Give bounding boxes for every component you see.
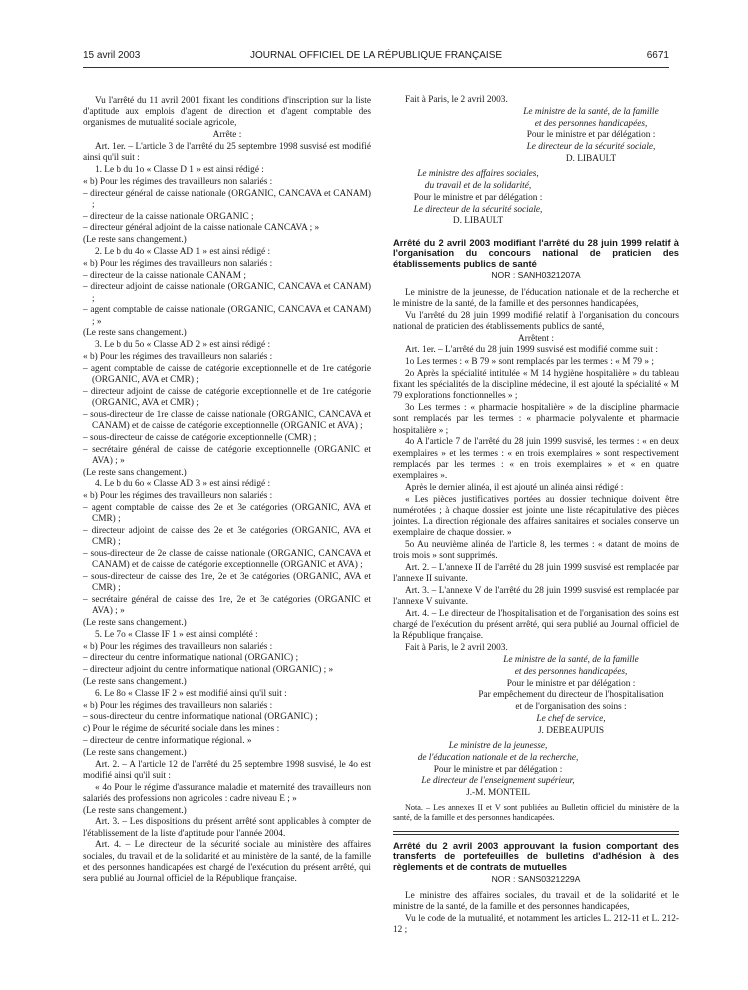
page-header <box>83 50 669 64</box>
paragraph: « b) Pour les régimes des travailleurs non salariés : <box>83 491 273 502</box>
signatory-name: J.-M. MONTEIL <box>466 788 530 799</box>
paragraph: Le ministre de la jeunesse, de l'éducation nationale et de la recherche et le ministre de la santé, de la famille et des personnes handicapées, <box>393 287 679 309</box>
signature-line: de l'éducation nationale et de la recherche, <box>417 752 579 763</box>
signature-line: Le ministre de la santé, de la famille <box>503 654 639 665</box>
signature-line: Le directeur de l'enseignement supérieur, <box>421 776 575 787</box>
right-column <box>393 95 679 937</box>
paragraph: 6. Le 8o « Classe IF 2 » est modifié ainsi qu'il suit : <box>95 688 287 699</box>
paragraph: 3. Le b du 5o « Classe AD 2 » est ainsi rédigé : <box>95 340 271 351</box>
paragraph: 2o Après la spécialité intitulée « M 14 hygiène hospitalière » du tableau fixant les spécialités de la discipline médecine, il est ajouté la spécialité « M 79 explorations fonctionnelles » ; <box>393 368 679 402</box>
signature-block <box>393 107 679 165</box>
list-item: – agent comptable de caisse de catégorie exceptionnelle et de 1re catégorie (ORGANIC, AVA et CMR) ; <box>83 363 371 385</box>
list-item: – sous-directeur de caisse de catégorie exceptionnelle (CMR) ; <box>83 432 317 443</box>
paragraph: c) Pour le régime de sécurité sociale dans les mines : <box>83 724 280 735</box>
paragraph: Arrêtent : <box>518 333 554 344</box>
article-paragraph: Art. 1er. – L'arrêté du 28 juin 1999 susvisé est modifié comme suit : <box>405 345 658 356</box>
page-number: 6671 <box>646 50 669 61</box>
paragraph: « 4o Pour le régime d'assurance maladie et maternité des travailleurs non salariés des professions non agricoles : cadre niveau E ; » <box>83 782 371 804</box>
paragraph: 5o Au neuvième alinéa de l'article 8, les termes : « datant de moins de trois mois » sont supprimés. <box>393 539 679 562</box>
signature-line: Le ministre des affaires sociales, <box>417 169 539 180</box>
left-column <box>83 96 371 886</box>
list-item: – secrétaire général de caisse des 1re, 2e et 3e catégories (ORGANIC et AVA) ; » <box>83 594 371 617</box>
paragraph: « b) Pour les régimes des travailleurs non salariés : <box>83 258 273 269</box>
list-item: – agent comptable de caisse des 2e et 3e catégories (ORGANIC, AVA et CMR) ; <box>83 502 371 525</box>
signatory-name: J. DEBEAUPUIS <box>537 725 605 736</box>
nor-reference: NOR : SANS0321229A <box>491 873 581 884</box>
article-paragraph: Art. 4. – Le directeur de l'hospitalisation et de l'organisation des soins est chargé de l'exécution du présent arrêté, qui sera publié au Journal officiel de la République française. <box>393 608 679 642</box>
signature-line: Par empêchement du directeur de l'hospitalisation <box>478 690 664 701</box>
paragraph: Vu l'arrêté du 11 avril 2001 fixant les conditions d'inscription sur la liste d'aptitude aux emplois d'agent de direction et d'agent comptable des organismes de mutualité sociale agricole, <box>83 96 371 129</box>
list-item: – directeur de la caisse nationale CANAM ; <box>83 270 246 281</box>
paragraph: Vu l'arrêté du 28 juin 1999 modifié relatif à l'organisation du concours national de praticien des établissements publics de santé, <box>393 310 679 332</box>
paragraph: (Le reste sans changement.) <box>83 676 187 687</box>
article-paragraph: Art. 1er. – L'article 3 de l'arrêté du 25 septembre 1998 susvisé est modifié ainsi qu'il suit : <box>83 142 371 164</box>
list-item: – directeur général adjoint de la caisse nationale CANCAVA ; » <box>83 223 320 234</box>
paragraph: 4o A l'article 7 de l'arrêté du 28 juin 1999 susvisé, les termes : « en deux exemplaires » et les termes : « en trois exemplaires » sont respectivement remplacés par les termes : « en trois exemplaires » et « en quatre exemplaires ». <box>393 437 679 481</box>
list-item: – directeur de la caisse nationale ORGANIC ; <box>83 211 254 222</box>
list-item: – directeur adjoint du centre informatique national (ORGANIC) ; » <box>83 665 334 676</box>
paragraph: 3o Les termes : « pharmacie hospitalière » de la discipline pharmacie sont remplacés par les termes : « pharmacie polyvalente et pharmacie hospitalière » ; <box>393 403 679 436</box>
paragraph: 4. Le b du 6o « Classe AD 3 » est ainsi rédigé : <box>95 479 271 490</box>
paragraph: (Le reste sans changement.) <box>83 805 187 816</box>
signature-line: Le directeur de la sécurité sociale, <box>526 142 656 153</box>
paragraph: 1. Le b du 1o « Classe D 1 » est ainsi rédigé : <box>95 165 264 175</box>
paragraph: « b) Pour les régimes des travailleurs non salariés : <box>83 641 273 652</box>
paragraph: (Le reste sans changement.) <box>83 747 187 758</box>
paragraph: « b) Pour les régimes des travailleurs non salariés : <box>83 176 273 187</box>
article-paragraph: Art. 3. – Les dispositions du présent arrêté sont applicables à compter de l'établissement de la liste d'aptitude pour l'année 2004. <box>83 817 371 839</box>
paragraph: (Le reste sans changement.) <box>83 467 187 478</box>
paragraph: Vu le code de la mutualité, et notamment les articles L. 212-11 et L. 212-12 ; <box>393 913 679 935</box>
article-paragraph: Art. 2. – L'annexe II de l'arrêté du 28 juin 1999 susvisé est remplacée par l'annexe II suivante. <box>393 562 679 585</box>
fait-a-paris: Fait à Paris, le 2 avril 2003. <box>405 643 508 654</box>
signature-line: et des personnes handicapées, <box>534 118 648 129</box>
paragraph: Arrête : <box>212 130 242 141</box>
list-item: – agent comptable de caisse nationale (ORGANIC, CANCAVA et CANAM) ; » <box>83 305 371 327</box>
signature-line: Le ministre de la santé, de la famille <box>523 106 659 117</box>
paragraph: (Le reste sans changement.) <box>83 617 187 628</box>
nota: Nota. – Les annexes II et V sont publiées au Bulletin officiel du ministère de la santé, de la famille et des personnes handicapées. <box>393 803 679 822</box>
paragraph: Le ministre des affaires sociales, du travail et de la solidarité et le ministre de la santé, de la famille et des personnes handicapées, <box>393 890 679 912</box>
article-paragraph: Art. 3. – L'annexe V de l'arrêté du 28 juin 1999 susvisé est remplacée par l'annexe V suivante. <box>393 585 679 608</box>
list-item: – sous-directeur de caisse des 1re, 2e et 3e catégories (ORGANIC, AVA et CMR) ; <box>83 571 371 594</box>
paragraph: 5. Le 7o « Classe IF 1 » est ainsi complété : <box>95 629 258 640</box>
signature-line: Le directeur de la sécurité sociale, <box>413 204 543 215</box>
signatory-name: D. LIBAULT <box>452 216 504 227</box>
header-rule <box>83 67 669 68</box>
section-rule <box>393 834 679 835</box>
list-item: – sous-directeur de 1re classe de caisse nationale (ORGANIC, CANCAVA et CANAM) et de caisse de catégorie exceptionnelle (ORGANIC et AVA) ; <box>83 409 371 431</box>
signature-block <box>393 741 603 799</box>
list-item: – sous-directeur du centre informatique national (ORGANIC) ; <box>83 712 318 723</box>
signature-block <box>393 655 679 737</box>
paragraph: « Les pièces justificatives portées au dossier technique doivent être numérotées ; à chaque dossier est jointe une liste récapitulative des pièces jointes. La direction régionale des affaires sanitaires et sociales conserve un exemplaire de chaque dossier. » <box>393 494 679 539</box>
paragraph: (Le reste sans changement.) <box>83 328 187 339</box>
paragraph: (Le reste sans changement.) <box>83 235 187 246</box>
list-item: – directeur de centre informatique régional. » <box>83 735 252 746</box>
signature-line: Pour le ministre et par délégation : <box>526 130 656 141</box>
signature-block <box>393 169 563 227</box>
signatory-name: D. LIBAULT <box>565 153 617 164</box>
list-item: – secrétaire général de caisse de catégorie exceptionnelle (ORGANIC et AVA) ; » <box>83 444 371 466</box>
header-date: 15 avril 2003 <box>83 50 141 61</box>
list-item: – directeur adjoint de caisse de catégorie exceptionnelle et de 1re catégorie (ORGANIC, AVA et CMR) ; <box>83 386 371 408</box>
fait-a-paris: Fait à Paris, le 2 avril 2003. <box>405 95 508 105</box>
signature-line: et de l'organisation des soins : <box>515 702 627 713</box>
signature-line: Pour le ministre et par délégation : <box>413 192 543 203</box>
arrete-title: Arrêté du 2 avril 2003 approuvant la fusion comportant des transferts de portefeuilles de bulletins d'adhésion à des règlements et de contrats de mutuelles <box>393 839 679 872</box>
article-paragraph: Art. 2. – A l'article 12 de l'arrêté du 25 septembre 1998 susvisé, le 4o est modifié ainsi qu'il suit : <box>83 759 371 781</box>
signature-line: Le chef de service, <box>536 713 606 724</box>
section-rule <box>393 831 679 832</box>
signature-line: du travail et de la solidarité, <box>424 180 532 191</box>
list-item: – directeur adjoint de caisse nationale (ORGANIC, CANCAVA et CANAM) ; <box>83 282 371 304</box>
signature-line: Pour le ministre et par délégation : <box>506 678 636 689</box>
arrete-title: Arrêté du 2 avril 2003 modifiant l'arrêté du 28 juin 1999 relatif à l'organisation du concours national de praticien des établissements publics de santé <box>393 236 679 269</box>
signature-line: et des personnes handicapées, <box>514 666 628 677</box>
journal-title: JOURNAL OFFICIEL DE LA RÉPUBLIQUE FRANÇAISE <box>249 50 503 61</box>
paragraph: Après le dernier alinéa, il est ajouté un alinéa ainsi rédigé : <box>405 482 624 493</box>
paragraph: « b) Pour les régimes des travailleurs non salariés : <box>83 700 273 711</box>
paragraph: 2. Le b du 4o « Classe AD 1 » est ainsi rédigé : <box>95 246 271 257</box>
paragraph: 1o Les termes : « B 79 » sont remplacés par les termes : « M 79 » ; <box>405 357 654 368</box>
list-item: – directeur du centre informatique national (ORGANIC) ; <box>83 653 299 664</box>
article-paragraph: Art. 4. – Le directeur de la sécurité sociale au ministère des affaires sociales, du travail et de la solidarité et au ministère de la santé, de la famille et des personnes handicapées est chargé de l'exécution du présent arrêté, qui sera publié au Journal officiel de la République française. <box>83 840 371 884</box>
signature-line: Pour le ministre et par délégation : <box>433 764 563 775</box>
list-item: – directeur adjoint de caisse des 2e et 3e catégories (ORGANIC, AVA et CMR) ; <box>83 525 371 548</box>
paragraph: « b) Pour les régimes des travailleurs non salariés : <box>83 351 273 362</box>
nor-reference: NOR : SANH0321207A <box>491 270 581 281</box>
list-item: – directeur général de caisse nationale (ORGANIC, CANCAVA et CANAM) ; <box>83 188 371 210</box>
list-item: – sous-directeur de 2e classe de caisse nationale (ORGANIC, CANCAVA et CANAM) et de caisse de catégorie exceptionnelle (ORGANIC et AVA) ; <box>83 548 371 571</box>
signature-line: Le ministre de la jeunesse, <box>448 740 548 751</box>
